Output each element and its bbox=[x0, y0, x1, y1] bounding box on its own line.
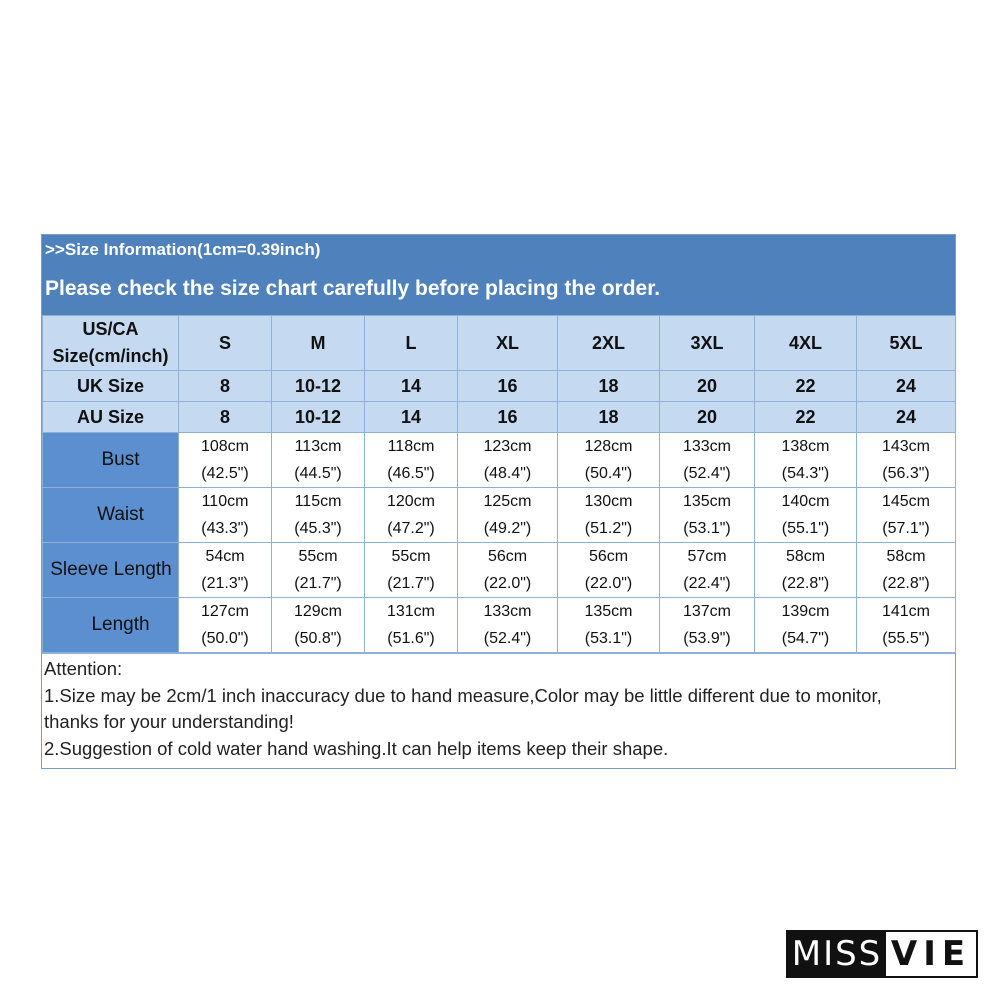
size-table bbox=[42, 315, 956, 653]
measurement-cell bbox=[755, 488, 857, 543]
size-chart bbox=[41, 234, 956, 769]
size-col-header: 2XL bbox=[558, 316, 660, 371]
measurement-row bbox=[43, 543, 956, 598]
measurement-cell bbox=[660, 598, 755, 653]
au-size-value: 22 bbox=[755, 402, 857, 433]
size-col-header: 3XL bbox=[660, 316, 755, 371]
value-inch: (54.3") bbox=[781, 465, 830, 482]
value-cm: 55cm bbox=[298, 548, 338, 565]
us-ca-label-line1: US/CA bbox=[82, 319, 139, 339]
attention-title: Attention: bbox=[44, 658, 123, 679]
value-cm: 118cm bbox=[387, 438, 435, 455]
size-col-header: L bbox=[365, 316, 458, 371]
value-cm: 133cm bbox=[682, 438, 732, 455]
value-cm: 145cm bbox=[881, 493, 931, 510]
us-ca-label-line2: Size(cm/inch) bbox=[52, 346, 169, 366]
value-cm: 113cm bbox=[294, 438, 342, 455]
uk-size-value: 20 bbox=[660, 371, 755, 402]
size-col-header: 4XL bbox=[755, 316, 857, 371]
measurement-label: Sleeve Length bbox=[43, 543, 179, 598]
measurement-cell bbox=[458, 598, 558, 653]
value-cm: 129cm bbox=[293, 603, 343, 620]
value-inch: (51.2") bbox=[584, 520, 633, 537]
measurement-row bbox=[43, 433, 956, 488]
value-inch: (42.5") bbox=[201, 465, 249, 482]
measurement-cell bbox=[755, 543, 857, 598]
value-inch: (22.0") bbox=[584, 575, 633, 592]
measurement-cell bbox=[272, 598, 365, 653]
size-chart-instruction: Please check the size chart carefully before placing the order. bbox=[45, 277, 661, 300]
au-size-value: 14 bbox=[365, 402, 458, 433]
value-cm: 56cm bbox=[487, 548, 528, 565]
value-cm: 133cm bbox=[483, 603, 532, 620]
value-cm: 110cm bbox=[201, 493, 249, 510]
size-header-row bbox=[43, 316, 956, 371]
measurement-cell bbox=[558, 488, 660, 543]
measurement-cell bbox=[179, 488, 272, 543]
uk-size-value: 8 bbox=[179, 371, 272, 402]
au-size-value: 20 bbox=[660, 402, 755, 433]
value-cm: 54cm bbox=[205, 548, 245, 565]
size-info-title: >>Size Information(1cm=0.39inch) bbox=[45, 240, 321, 259]
value-inch: (57.1") bbox=[882, 520, 930, 537]
value-cm: 57cm bbox=[687, 548, 727, 565]
measurement-cell bbox=[857, 488, 956, 543]
measurement-cell bbox=[272, 433, 365, 488]
au-size-value: 18 bbox=[558, 402, 660, 433]
value-inch: (48.4") bbox=[483, 465, 532, 482]
value-inch: (53.1") bbox=[584, 630, 633, 647]
uk-size-row bbox=[43, 371, 956, 402]
value-cm: 120cm bbox=[386, 493, 436, 510]
value-cm: 143cm bbox=[881, 438, 931, 455]
value-cm: 56cm bbox=[588, 548, 629, 565]
value-cm: 58cm bbox=[785, 548, 826, 565]
value-inch: (21.7") bbox=[294, 575, 342, 592]
value-inch: (22.8") bbox=[781, 575, 830, 592]
size-col-header: S bbox=[179, 316, 272, 371]
value-inch: (50.8") bbox=[294, 630, 342, 647]
value-cm: 131cm bbox=[386, 603, 436, 620]
logo-vie: VIE bbox=[890, 934, 972, 974]
value-inch: (52.4") bbox=[683, 465, 731, 482]
value-inch: (52.4") bbox=[483, 630, 532, 647]
attention-notes bbox=[42, 653, 955, 768]
value-inch: (56.3") bbox=[882, 465, 930, 482]
uk-size-value: 10-12 bbox=[272, 371, 365, 402]
value-cm: 139cm bbox=[781, 603, 830, 620]
size-info-banner bbox=[42, 235, 955, 315]
value-cm: 135cm bbox=[584, 603, 633, 620]
measurement-label: Bust bbox=[43, 433, 179, 488]
size-col-header: M bbox=[272, 316, 365, 371]
value-cm: 141cm bbox=[881, 603, 931, 620]
value-cm: 123cm bbox=[483, 438, 532, 455]
uk-size-value: 16 bbox=[458, 371, 558, 402]
measurement-cell bbox=[272, 488, 365, 543]
measurement-row bbox=[43, 598, 956, 653]
note-line-2: thanks for your understanding! bbox=[44, 711, 294, 732]
value-inch: (54.7") bbox=[781, 630, 830, 647]
uk-size-value: 22 bbox=[755, 371, 857, 402]
uk-size-label: UK Size bbox=[43, 371, 179, 402]
value-cm: 130cm bbox=[584, 493, 633, 510]
measurement-cell bbox=[660, 488, 755, 543]
note-line-1: 1.Size may be 2cm/1 inch inaccuracy due to hand measure,Color may be little different due to monitor, bbox=[44, 684, 882, 706]
measurement-cell bbox=[272, 543, 365, 598]
value-cm: 108cm bbox=[200, 438, 250, 455]
au-size-value: 16 bbox=[458, 402, 558, 433]
measurement-cell bbox=[179, 543, 272, 598]
measurement-row bbox=[43, 488, 956, 543]
value-inch: (45.3") bbox=[294, 520, 342, 537]
measurement-cell bbox=[558, 433, 660, 488]
value-inch: (53.9") bbox=[683, 630, 731, 647]
value-inch: (47.2") bbox=[387, 520, 435, 537]
value-cm: 128cm bbox=[584, 438, 633, 455]
value-cm: 138cm bbox=[781, 438, 830, 455]
measurement-cell bbox=[755, 598, 857, 653]
au-size-row bbox=[43, 402, 956, 433]
value-inch: (22.4") bbox=[683, 575, 731, 592]
value-cm: 135cm bbox=[682, 493, 732, 510]
measurement-cell bbox=[365, 433, 458, 488]
note-line-3: 2.Suggestion of cold water hand washing.It can help items keep their shape. bbox=[44, 737, 669, 759]
value-cm: 115cm bbox=[294, 493, 342, 510]
value-inch: (43.3") bbox=[201, 520, 249, 537]
measurement-cell bbox=[179, 433, 272, 488]
value-inch: (55.5") bbox=[882, 630, 930, 647]
au-size-value: 8 bbox=[179, 402, 272, 433]
value-cm: 58cm bbox=[886, 548, 926, 565]
size-col-header: XL bbox=[458, 316, 558, 371]
measurement-cell bbox=[755, 433, 857, 488]
value-inch: (55.1") bbox=[781, 520, 830, 537]
measurement-label: Length bbox=[43, 598, 179, 653]
measurement-cell bbox=[365, 488, 458, 543]
value-cm: 55cm bbox=[391, 548, 431, 565]
value-cm: 137cm bbox=[682, 603, 732, 620]
measurement-cell bbox=[365, 543, 458, 598]
value-cm: 125cm bbox=[483, 493, 532, 510]
uk-size-value: 24 bbox=[857, 371, 956, 402]
measurement-cell bbox=[660, 433, 755, 488]
uk-size-value: 18 bbox=[558, 371, 660, 402]
measurement-cell bbox=[458, 543, 558, 598]
au-size-value: 10-12 bbox=[272, 402, 365, 433]
measurement-cell bbox=[857, 598, 956, 653]
measurement-cell bbox=[857, 433, 956, 488]
measurement-cell bbox=[558, 598, 660, 653]
value-inch: (22.8") bbox=[882, 575, 930, 592]
value-cm: 140cm bbox=[781, 493, 830, 510]
measurement-cell bbox=[660, 543, 755, 598]
value-inch: (53.1") bbox=[683, 520, 731, 537]
value-inch: (49.2") bbox=[483, 520, 532, 537]
value-inch: (22.0") bbox=[483, 575, 532, 592]
value-inch: (50.0") bbox=[201, 630, 249, 647]
measurement-label: Waist bbox=[43, 488, 179, 543]
measurement-cell bbox=[458, 433, 558, 488]
missvie-logo bbox=[786, 930, 978, 978]
measurement-cell bbox=[179, 598, 272, 653]
au-size-value: 24 bbox=[857, 402, 956, 433]
uk-size-value: 14 bbox=[365, 371, 458, 402]
measurement-cell bbox=[558, 543, 660, 598]
value-inch: (44.5") bbox=[294, 465, 342, 482]
measurement-cell bbox=[458, 488, 558, 543]
value-inch: (21.7") bbox=[387, 575, 435, 592]
us-ca-size-label bbox=[43, 316, 179, 371]
size-col-header: 5XL bbox=[857, 316, 956, 371]
au-size-label: AU Size bbox=[43, 402, 179, 433]
logo-miss: MISS bbox=[788, 932, 886, 976]
value-inch: (50.4") bbox=[584, 465, 633, 482]
value-inch: (46.5") bbox=[387, 465, 435, 482]
value-inch: (51.6") bbox=[387, 630, 435, 647]
value-cm: 127cm bbox=[200, 603, 250, 620]
value-inch: (21.3") bbox=[201, 575, 249, 592]
measurement-cell bbox=[365, 598, 458, 653]
measurement-cell bbox=[857, 543, 956, 598]
